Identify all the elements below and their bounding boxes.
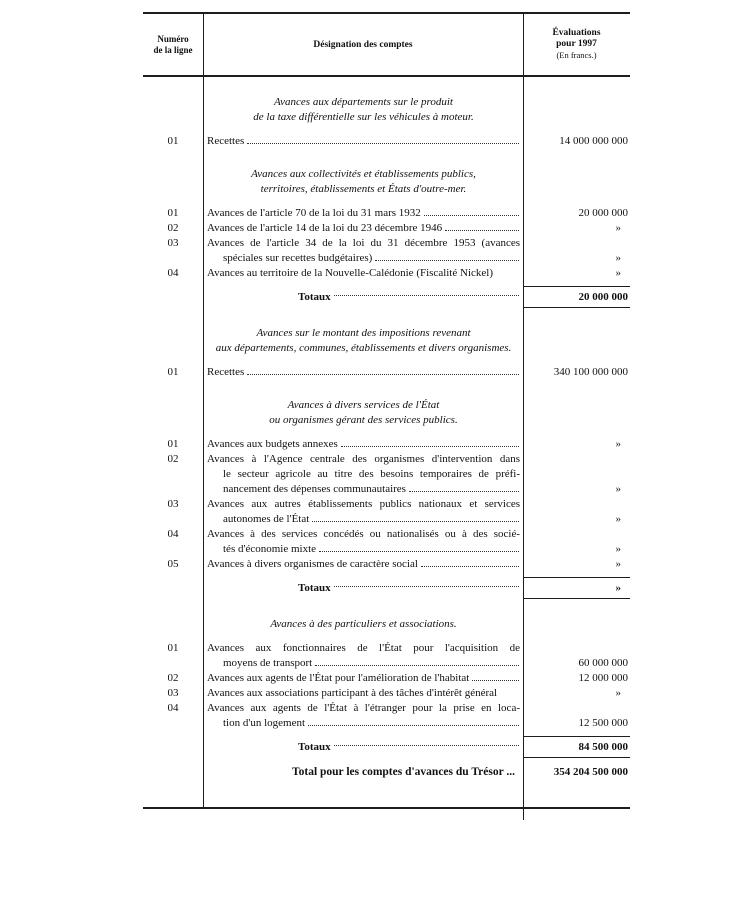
totaux-value: 20 000 000 (523, 286, 630, 308)
row-value: » (615, 438, 621, 450)
section-heading-text (203, 617, 523, 632)
designation-line: Avances aux agents de l'État à l'étranger pour la prise en loca- (207, 702, 520, 714)
section-heading-text (203, 95, 523, 125)
row-designation (203, 701, 523, 731)
heading-line: territoires, établissements et États d'outre-mer. (260, 183, 467, 195)
designation-text: Avances aux agents de l'État pour l'amélioration de l'habitat (207, 672, 470, 684)
row-designation (203, 557, 523, 572)
designation-text: Avances à divers organismes de caractère social (207, 558, 418, 570)
header-cell-evaluations (523, 14, 630, 75)
heading-line: Avances aux départements sur le produit (274, 96, 453, 108)
designation-text: spéciales sur recettes budgétaires) (223, 252, 373, 264)
totaux-value: 84 500 000 (523, 736, 630, 758)
designation-text: Avances de l'article 70 de la loi du 31 mars 1932 (207, 207, 421, 219)
table-row (143, 497, 630, 527)
row-number: 03 (167, 687, 179, 699)
designation-line (207, 557, 520, 572)
section-heading (143, 398, 630, 428)
dotted-leader (334, 745, 519, 746)
designation-line (207, 671, 520, 686)
heading-line: Avances à divers services de l'État (287, 399, 440, 411)
designation-text: nancement des dépenses communautaires (223, 483, 406, 495)
section-heading-text (203, 326, 523, 356)
designation-text: autonomes de l'État (223, 513, 310, 525)
totaux-label: Totaux (298, 582, 331, 594)
designation-text: Avances aux budgets annexes (207, 438, 338, 450)
dotted-leader (308, 725, 519, 726)
totaux-value: » (523, 577, 630, 599)
row-value: » (615, 222, 621, 234)
heading-line: de la taxe différentielle sur les véhicules à moteur. (253, 111, 474, 123)
row-designation (203, 266, 523, 281)
dotted-leader (375, 260, 519, 261)
totaux-label: Totaux (298, 741, 331, 753)
heading-line: ou organismes gérant des services publics. (269, 414, 458, 426)
section-heading-text (203, 398, 523, 428)
grand-total-row (143, 761, 630, 783)
header-evaluations-line2: pour 1997 (556, 39, 597, 49)
dotted-leader (247, 374, 519, 375)
designation-line: le secteur agricole au titre des besoins temporaires de préfi- (223, 468, 520, 480)
designation-text: Recettes (207, 135, 245, 147)
header-cell-numero (143, 14, 203, 75)
designation-line (207, 656, 520, 671)
table-row (143, 236, 630, 266)
row-designation (203, 641, 523, 671)
table-row (143, 686, 630, 701)
designation-line (207, 365, 520, 380)
table-row (143, 701, 630, 731)
table-row (143, 437, 630, 452)
designation-line (207, 482, 520, 497)
table-row (143, 527, 630, 557)
designation-line (207, 512, 520, 527)
header-designation-label: Désignation des comptes (313, 39, 413, 50)
row-value: » (615, 558, 621, 570)
table-row (143, 221, 630, 236)
designation-line (207, 437, 520, 452)
header-evaluations-line1: Évaluations (552, 28, 601, 38)
dotted-leader (445, 230, 519, 231)
table-header (143, 14, 630, 77)
heading-line: aux départements, communes, établissements et divers organismes. (215, 342, 512, 354)
dotted-leader (334, 295, 519, 296)
designation-text: Recettes (207, 366, 245, 378)
designation-text: Avances de l'article 14 de la loi du 23 décembre 1946 (207, 222, 443, 234)
row-designation (203, 437, 523, 452)
section-heading (143, 617, 630, 632)
table-row (143, 365, 630, 380)
header-numero-line1: Numéro (157, 33, 189, 44)
grand-total-label: Total pour les comptes d'avances du Trésor ... (292, 766, 515, 778)
row-designation (203, 497, 523, 527)
designation-line (207, 206, 520, 221)
row-designation (203, 206, 523, 221)
section-heading (143, 95, 630, 125)
designation-line (207, 134, 520, 149)
row-number: 04 (167, 267, 179, 279)
row-number: 01 (167, 642, 179, 654)
header-cell-designation (203, 14, 523, 75)
dotted-leader (319, 551, 519, 552)
designation-line: Avances au territoire de la Nouvelle-Calédonie (Fiscalité Nickel) (207, 267, 493, 279)
designation-line: Avances aux fonctionnaires de l'État pour l'acquisition de (207, 642, 520, 654)
row-value: 20 000 000 (578, 207, 628, 219)
totaux-label: Totaux (298, 291, 331, 303)
table-body (143, 95, 630, 783)
dotted-leader (472, 680, 519, 681)
designation-line: Avances à l'Agence centrale des organismes d'intervention dans (207, 453, 520, 465)
grand-total-value: 354 204 500 000 (553, 765, 628, 778)
row-number: 05 (167, 558, 179, 570)
row-designation (203, 134, 523, 149)
totaux-row (143, 577, 630, 599)
heading-line: Avances à des particuliers et associations. (270, 618, 457, 630)
row-designation (203, 686, 523, 701)
section-heading (143, 167, 630, 197)
section-heading (143, 326, 630, 356)
dotted-leader (312, 521, 519, 522)
dotted-leader (247, 143, 519, 144)
dotted-leader (334, 586, 519, 587)
row-number: 02 (167, 672, 179, 684)
row-designation (203, 365, 523, 380)
designation-text: moyens de transport (223, 657, 313, 669)
dotted-leader (315, 665, 519, 666)
row-value: 340 100 000 000 (553, 366, 628, 378)
row-value: » (615, 483, 621, 495)
table-row (143, 671, 630, 686)
row-value: 12 500 000 (578, 717, 628, 729)
header-evaluations-unit: (En francs.) (556, 50, 597, 60)
table-row (143, 452, 630, 497)
section-heading-text (203, 167, 523, 197)
document-table (143, 12, 630, 809)
totaux-label-cell (203, 736, 523, 758)
row-value: 12 000 000 (578, 672, 628, 684)
row-number: 01 (167, 207, 179, 219)
row-value: 60 000 000 (578, 657, 628, 669)
table-row (143, 557, 630, 572)
row-designation (203, 236, 523, 266)
designation-line: Avances à des services concédés ou nationalisés ou à des socié- (207, 528, 520, 540)
row-value: » (615, 513, 621, 525)
designation-text: tion d'un logement (223, 717, 306, 729)
row-number: 02 (167, 453, 179, 465)
row-designation (203, 527, 523, 557)
designation-line: Avances de l'article 34 de la loi du 31 décembre 1953 (avances (207, 237, 520, 249)
designation-line: Avances aux autres établissements publics nationaux et services (207, 498, 520, 510)
totaux-row (143, 286, 630, 308)
table-row (143, 134, 630, 149)
table-row (143, 206, 630, 221)
row-number: 01 (167, 366, 179, 378)
row-designation (203, 671, 523, 686)
dotted-leader (341, 446, 519, 447)
row-number: 02 (167, 222, 179, 234)
row-number: 04 (167, 528, 179, 540)
row-value: » (615, 543, 621, 555)
designation-line (207, 542, 520, 557)
designation-text: tés d'économie mixte (223, 543, 317, 555)
designation-line (207, 251, 520, 266)
row-value: » (615, 687, 621, 699)
table-row (143, 641, 630, 671)
row-number: 01 (167, 438, 179, 450)
row-designation (203, 221, 523, 236)
row-number: 04 (167, 702, 179, 714)
row-number: 03 (167, 237, 179, 249)
row-value: » (615, 252, 621, 264)
row-number: 03 (167, 498, 179, 510)
designation-line (207, 716, 520, 731)
dotted-leader (409, 491, 519, 492)
dotted-leader (424, 215, 519, 216)
totaux-label-cell (203, 577, 523, 599)
heading-line: Avances aux collectivités et établissements publics, (251, 168, 476, 180)
heading-line: Avances sur le montant des impositions revenant (256, 327, 471, 339)
header-numero-line2: de la ligne (153, 44, 193, 55)
row-number: 01 (167, 135, 179, 147)
totaux-label-cell (203, 286, 523, 308)
totaux-row (143, 736, 630, 758)
dotted-leader (421, 566, 519, 567)
row-value: 14 000 000 000 (559, 135, 628, 147)
designation-line (207, 221, 520, 236)
table-row (143, 266, 630, 281)
row-designation (203, 452, 523, 497)
row-value: » (615, 267, 621, 279)
designation-line: Avances aux associations participant à des tâches d'intérêt général (207, 687, 498, 699)
